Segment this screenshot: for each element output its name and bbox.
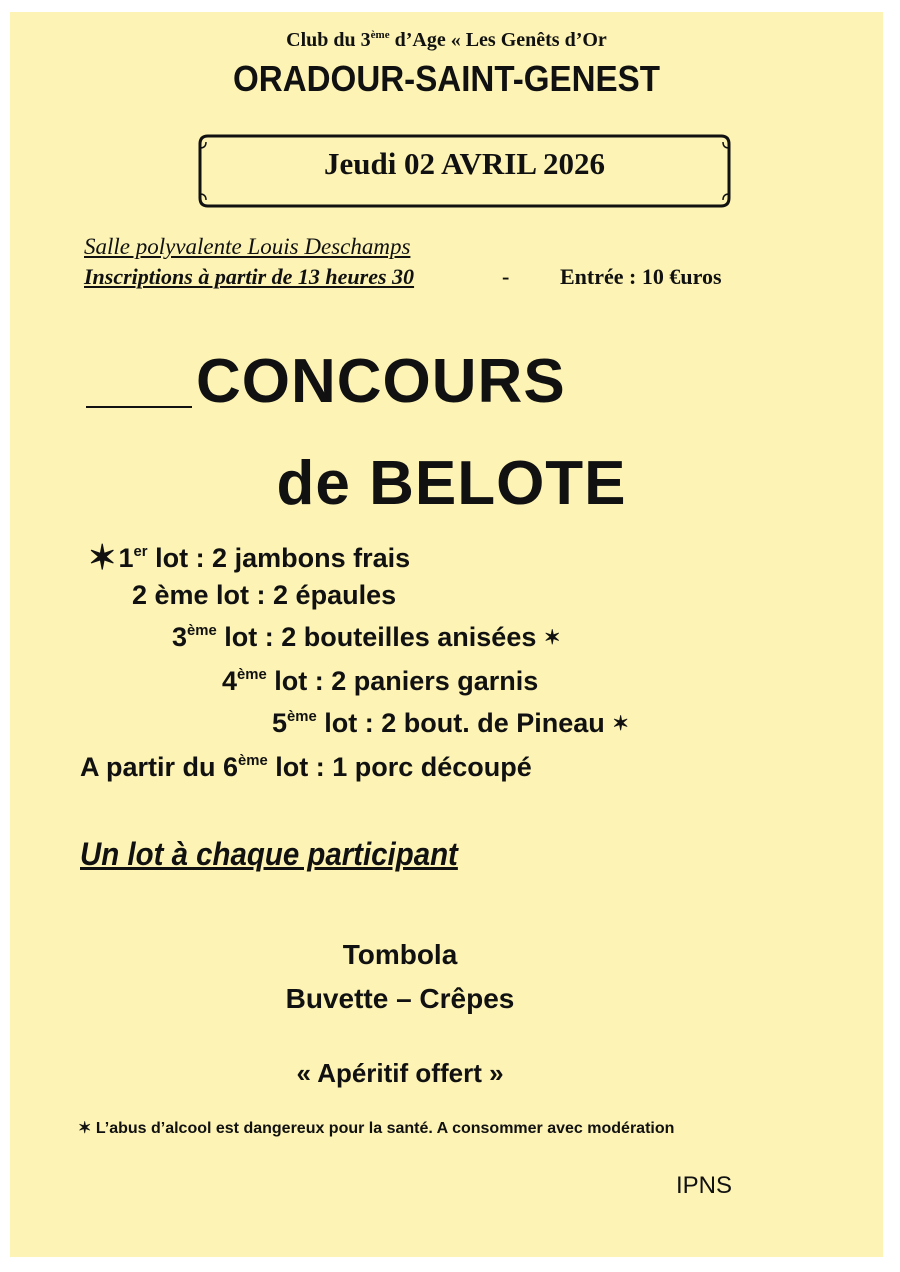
entry-price: Entrée : 10 €uros bbox=[560, 264, 722, 289]
alcohol-warning: ✶ L’abus d’alcool est dangereux pour la santé. A consommer avec modération bbox=[78, 1120, 675, 1137]
lot-each-participant: Un lot à chaque participant bbox=[80, 836, 458, 872]
separator-dash: - bbox=[502, 264, 510, 289]
tombola: Tombola bbox=[342, 939, 458, 970]
lot-2: 2 ème lot : 2 épaules bbox=[132, 580, 397, 610]
club-name: Club du 3ème d’Age « Les Genêts d’Or bbox=[286, 28, 607, 51]
lot-6: A partir du 6ème lot : 1 porc découpé bbox=[80, 752, 532, 782]
town-name: ORADOUR-SAINT-GENEST bbox=[233, 58, 660, 99]
inscriptions-time: Inscriptions à partir de 13 heures 30 bbox=[84, 264, 415, 289]
lot-1: ✶1er lot : 2 jambons frais bbox=[88, 539, 411, 577]
lot-5: 5ème lot : 2 bout. de Pineau ✶ bbox=[272, 708, 630, 738]
lot-3: 3ème lot : 2 bouteilles anisées ✶ bbox=[172, 622, 561, 652]
star-icon: ✶ bbox=[543, 627, 561, 649]
title-belote: de BELOTE bbox=[276, 449, 627, 518]
lot-4: 4ème lot : 2 paniers garnis bbox=[222, 666, 539, 696]
buvette-crepes: Buvette – Crêpes bbox=[285, 983, 515, 1014]
venue: Salle polyvalente Louis Deschamps bbox=[84, 234, 411, 259]
event-date: Jeudi 02 AVRIL 2026 bbox=[323, 146, 606, 181]
ipns-mention: IPNS bbox=[676, 1172, 733, 1199]
star-icon: ✶ bbox=[88, 539, 117, 577]
flyer-sheet bbox=[10, 12, 883, 1257]
title-concours: CONCOURS bbox=[196, 347, 566, 416]
date-frame bbox=[198, 134, 731, 208]
title-underline bbox=[86, 406, 192, 408]
star-icon: ✶ bbox=[78, 1120, 92, 1137]
star-icon: ✶ bbox=[612, 713, 630, 735]
aperitif-offert: « Apéritif offert » bbox=[296, 1058, 504, 1088]
